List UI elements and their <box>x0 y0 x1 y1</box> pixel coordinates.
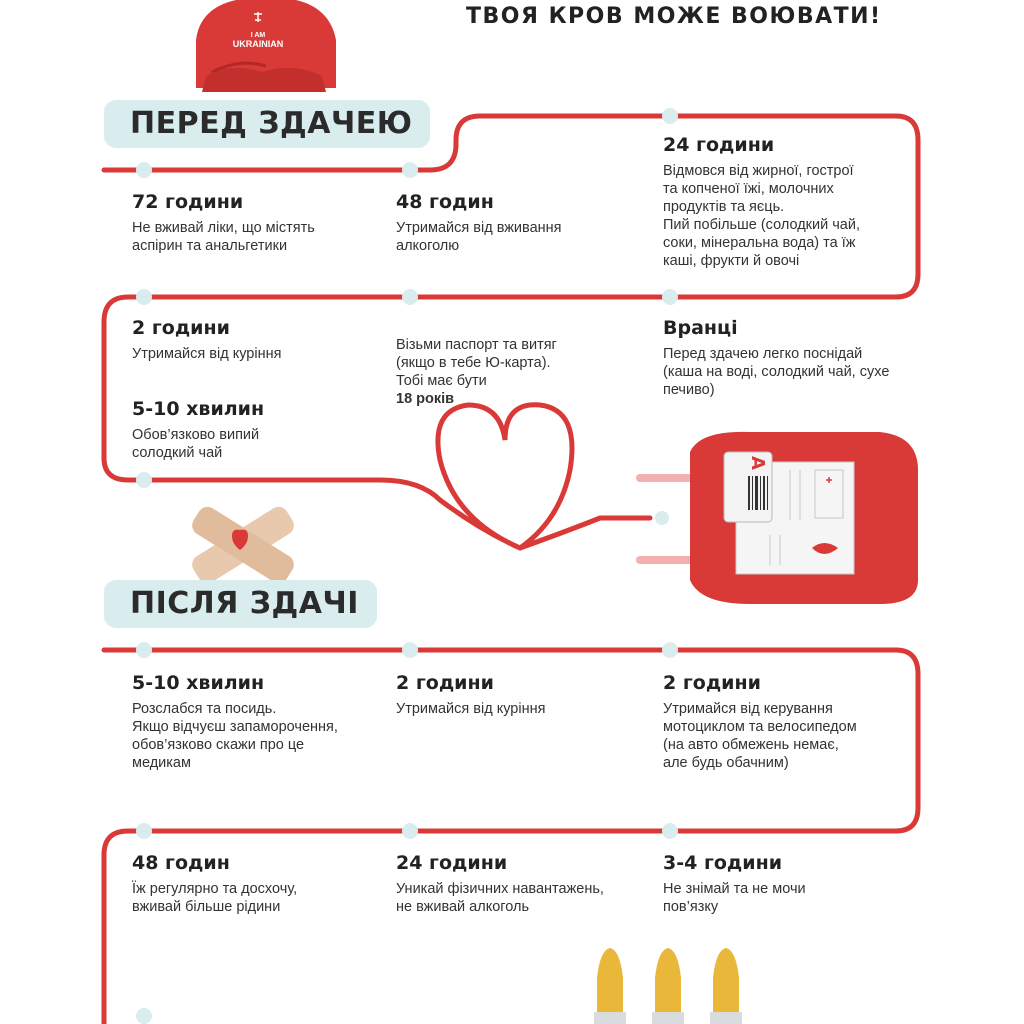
step-text: Утримайся від керування мотоциклом та велосипедом (на авто обмежень немає, але будь обачним) <box>663 701 857 771</box>
step-title: 48 годин <box>132 852 230 874</box>
before-section-label: ПЕРЕД ЗДАЧЕЮ <box>104 100 430 148</box>
step-title: 2 години <box>132 317 230 339</box>
after-step-24h <box>396 852 646 916</box>
step-text: Не вживай ліки, що містять аспірин та анальгетики <box>132 220 315 254</box>
before-step-morning <box>663 317 923 399</box>
step-text: Не знімай та не мочи пов’язку <box>663 881 806 915</box>
shirt-line-2: UKRAINIAN <box>232 39 284 49</box>
after-step-2h-driving <box>663 672 923 772</box>
step-text: Обов’язково випий солодкий чай <box>132 427 260 461</box>
step-text: Візьми паспорт та витяг (якщо в тебе Ю-карта). Тобі має бути <box>396 337 557 389</box>
after-step-3-4h <box>663 852 913 916</box>
step-text: Перед здачею легко поснідай (каша на воді, солодкий чай, сухе печиво) <box>663 346 890 398</box>
before-step-48h <box>396 191 646 255</box>
step-text: Відмовся від жирної, гострої та копченої їжі, молочних продуктів та яєць. Пий побільше (солодкий чай, соки, мінеральна вода) та їж каші, фрукти й овочі <box>663 163 860 269</box>
step-title: 72 години <box>132 191 244 213</box>
step-text-emphasis: 18 років <box>396 391 455 407</box>
step-text: Уникай фізичних навантажень, не вживай алкоголь <box>396 881 604 915</box>
step-title: 2 години <box>663 672 761 694</box>
blood-bag-illustration <box>640 432 918 604</box>
before-step-24h <box>663 134 923 270</box>
step-text: Утримайся від куріння <box>132 346 282 362</box>
step-title: 3-4 години <box>663 852 783 874</box>
after-section-label: ПІСЛЯ ЗДАЧІ <box>104 580 377 628</box>
shirt-line-1: I AM <box>250 32 266 39</box>
page-headline: ТВОЯ КРОВ МОЖЕ ВОЮВАТИ! <box>466 4 882 29</box>
shirt-print <box>218 32 298 49</box>
step-text: Утримайся від вживання алкоголю <box>396 220 562 254</box>
bandage-heart-illustration <box>188 503 297 587</box>
step-title: 24 години <box>663 134 775 156</box>
step-text: Їж регулярно та досхочу, вживай більше рідини <box>132 881 298 915</box>
bullets-illustration <box>594 948 742 1024</box>
step-title: 2 години <box>396 672 494 694</box>
step-text: Розслабся та посидь. Якщо відчуєш запаморочення, обов’язково скажи про це медикам <box>132 701 338 771</box>
after-step-2h-smoking <box>396 672 646 718</box>
before-step-2h <box>132 317 382 363</box>
svg-text:A: A <box>747 456 768 470</box>
step-title: 48 годин <box>396 191 494 213</box>
before-step-72h <box>132 191 382 255</box>
step-title: 5-10 хвилин <box>132 398 265 420</box>
before-step-documents <box>396 318 646 408</box>
step-title: Вранці <box>663 317 738 339</box>
step-title: 5-10 хвилин <box>132 672 265 694</box>
step-text: Утримайся від куріння <box>396 701 546 717</box>
before-step-5-10min <box>132 398 382 462</box>
step-title: 24 години <box>396 852 508 874</box>
after-step-48h <box>132 852 382 916</box>
after-step-5-10min <box>132 672 382 772</box>
